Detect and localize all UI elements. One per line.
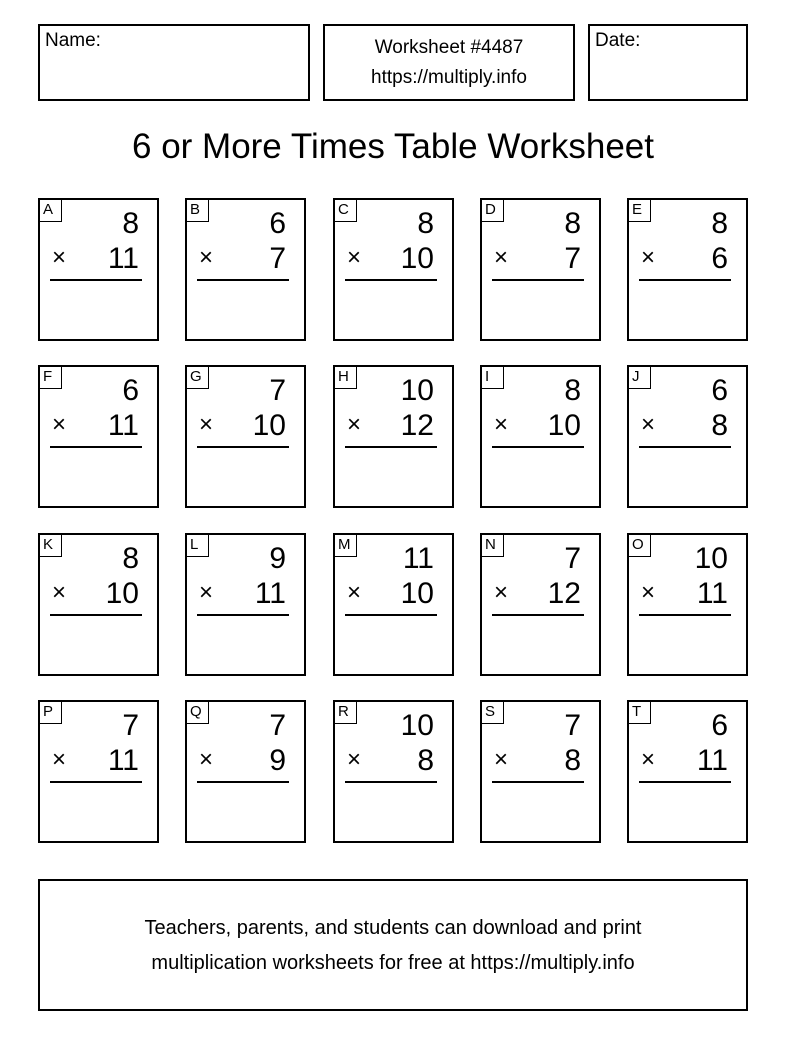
problem-letter: E [629,200,651,222]
problem-card[interactable] [185,700,306,843]
worksheet-url[interactable]: https://multiply.info [371,67,527,88]
name-label: Name: [45,30,101,51]
multiplicand: 8 [711,207,728,240]
problem-card[interactable] [38,365,159,508]
problem-letter: B [187,200,209,222]
problem-letter: A [40,200,62,222]
times-sign: × [52,746,67,773]
multiplier: 12 [547,577,581,610]
multiplier: 11 [696,577,728,610]
multiplier: 11 [696,744,728,777]
multiplier: 11 [107,409,139,442]
multiplicand: 8 [564,374,581,407]
problem-card[interactable] [185,533,306,676]
times-sign: × [641,411,656,438]
times-sign: × [52,244,67,271]
multiplier: 9 [269,744,286,777]
multiplicand: 7 [564,709,581,742]
problem-letter: I [482,367,504,389]
problem-card[interactable] [627,533,748,676]
multiplicand: 9 [269,542,286,575]
problem-letter: L [187,535,209,557]
date-field[interactable] [588,24,748,101]
answer-line [639,279,731,281]
times-sign: × [199,244,214,271]
times-sign: × [347,746,362,773]
problem-card[interactable] [480,700,601,843]
worksheet-info-box [323,24,575,101]
multiplicand: 7 [122,709,139,742]
times-sign: × [199,579,214,606]
answer-line [345,781,437,783]
multiplicand: 10 [400,709,434,742]
times-sign: × [494,746,509,773]
answer-line [492,446,584,448]
times-sign: × [347,411,362,438]
problem-card[interactable] [333,700,454,843]
times-sign: × [641,746,656,773]
multiplier: 12 [400,409,434,442]
problem-card[interactable] [185,198,306,341]
problem-letter: S [482,702,504,724]
worksheet-number: Worksheet #4487 [374,37,524,58]
multiplicand: 8 [417,207,434,240]
problem-letter: R [335,702,357,724]
problem-letter: G [187,367,209,389]
problem-letter: M [335,535,357,557]
answer-line [197,446,289,448]
problem-card[interactable] [627,365,748,508]
footer-box [38,879,748,1011]
problem-card[interactable] [38,700,159,843]
problem-letter: N [482,535,504,557]
multiplicand: 8 [122,207,139,240]
problem-card[interactable] [185,365,306,508]
times-sign: × [641,579,656,606]
multiplier: 10 [105,577,139,610]
multiplier: 10 [547,409,581,442]
problem-letter: J [629,367,651,389]
multiplier: 8 [417,744,434,777]
answer-line [197,614,289,616]
footer-text-line: Teachers, parents, and students can download and print [144,917,642,939]
multiplicand: 8 [564,207,581,240]
problem-letter: D [482,200,504,222]
answer-line [492,614,584,616]
times-sign: × [199,746,214,773]
problem-letter: H [335,367,357,389]
multiplicand: 7 [564,542,581,575]
answer-line [492,279,584,281]
answer-line [50,614,142,616]
multiplier: 8 [711,409,728,442]
problem-card[interactable] [333,365,454,508]
multiplier: 6 [711,242,728,275]
name-field[interactable] [38,24,310,101]
problem-card[interactable] [333,533,454,676]
multiplier: 8 [564,744,581,777]
multiplicand: 7 [269,374,286,407]
answer-line [345,614,437,616]
problem-letter: T [629,702,651,724]
multiplicand: 8 [122,542,139,575]
answer-line [639,446,731,448]
answer-line [492,781,584,783]
problem-card[interactable] [480,533,601,676]
multiplicand: 10 [694,542,728,575]
problem-letter: F [40,367,62,389]
answer-line [50,279,142,281]
answer-line [50,781,142,783]
multiplier: 10 [400,242,434,275]
problem-card[interactable] [38,198,159,341]
answer-line [50,446,142,448]
problem-card[interactable] [480,198,601,341]
multiplier: 7 [269,242,286,275]
problem-letter: O [629,535,651,557]
problem-card[interactable] [627,700,748,843]
times-sign: × [52,411,67,438]
problem-letter: P [40,702,62,724]
date-label: Date: [595,30,641,51]
problems-grid [38,198,748,843]
multiplicand: 10 [400,374,434,407]
footer-text-line: multiplication worksheets for free at https://multiply.info [151,952,635,974]
times-sign: × [494,244,509,271]
problem-letter: C [335,200,357,222]
answer-line [345,446,437,448]
times-sign: × [494,411,509,438]
multiplier: 11 [254,577,286,610]
answer-line [639,781,731,783]
problem-letter: K [40,535,62,557]
multiplier: 11 [107,242,139,275]
times-sign: × [347,244,362,271]
problem-card[interactable] [480,365,601,508]
multiplicand: 6 [711,709,728,742]
times-sign: × [199,411,214,438]
problem-letter: Q [187,702,209,724]
answer-line [345,279,437,281]
multiplier: 10 [400,577,434,610]
multiplicand: 6 [711,374,728,407]
answer-line [197,279,289,281]
multiplier: 11 [107,744,139,777]
times-sign: × [52,579,67,606]
multiplicand: 7 [269,709,286,742]
times-sign: × [347,579,362,606]
multiplier: 10 [252,409,286,442]
answer-line [197,781,289,783]
multiplicand: 6 [122,374,139,407]
multiplicand: 6 [269,207,286,240]
problem-card[interactable] [333,198,454,341]
multiplicand: 11 [402,542,434,575]
problem-card[interactable] [627,198,748,341]
times-sign: × [641,244,656,271]
page-title: 6 or More Times Table Worksheet [132,127,654,166]
times-sign: × [494,579,509,606]
answer-line [639,614,731,616]
multiplier: 7 [564,242,581,275]
problem-card[interactable] [38,533,159,676]
